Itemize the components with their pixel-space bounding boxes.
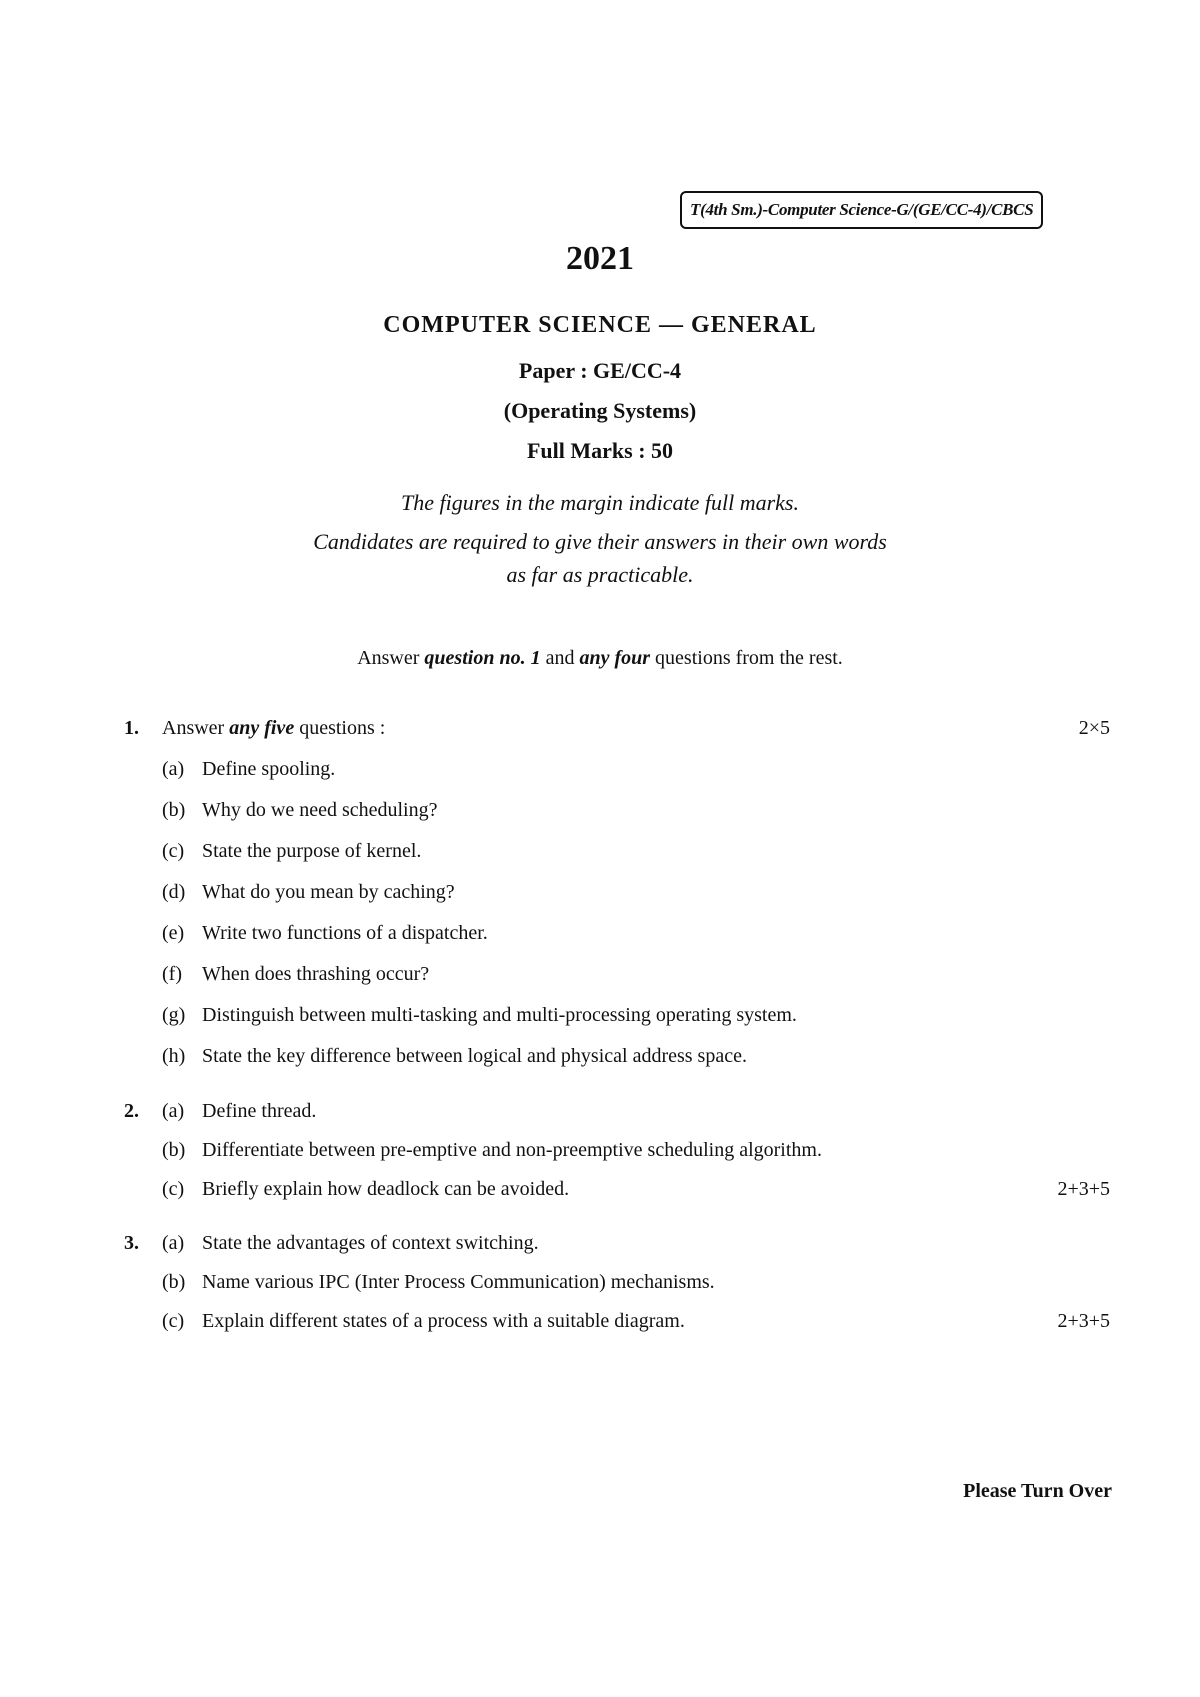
question-1c (162, 840, 421, 863)
part-text: Differentiate between pre-emptive and non-preemptive scheduling algorithm. (202, 1139, 822, 1161)
question-2c (162, 1178, 569, 1201)
part-text: Define thread. (202, 1100, 317, 1122)
part-label: (a) (162, 1100, 185, 1122)
part-label: (c) (162, 840, 185, 862)
question-2-marks: 2+3+5 (1057, 1178, 1110, 1200)
part-text: What do you mean by caching? (202, 881, 455, 903)
instruction-part-2: and (545, 647, 575, 669)
part-label: (g) (162, 1004, 186, 1026)
question-1a (162, 758, 335, 781)
question-1-marks: 2×5 (1078, 717, 1110, 739)
question-1e (162, 922, 488, 945)
part-text: State the purpose of kernel. (202, 840, 422, 862)
part-text: Write two functions of a dispatcher. (202, 922, 488, 944)
part-label: (f) (162, 963, 182, 985)
question-2-number: 2. (124, 1100, 139, 1122)
instruction-bold-2: any four (579, 647, 651, 669)
note-line-2: Candidates are required to give their answers in their own words (313, 529, 887, 554)
question-1g (162, 1004, 797, 1027)
part-label: (d) (162, 881, 186, 903)
question-3a (162, 1232, 539, 1255)
instruction-part-3: questions from the rest. (655, 647, 843, 669)
part-text: Distinguish between multi-tasking and multi-processing operating system. (202, 1004, 797, 1026)
part-label: (b) (162, 1271, 186, 1293)
course-title: (Operating Systems) (503, 398, 697, 423)
question-3b (162, 1271, 715, 1294)
question-2b (162, 1139, 822, 1162)
part-label: (b) (162, 799, 186, 821)
instruction-line (0, 647, 1200, 670)
part-text: Briefly explain how deadlock can be avoided. (202, 1178, 570, 1200)
question-3c (162, 1310, 685, 1333)
question-1-intro-bold: any five (229, 717, 295, 739)
question-1d (162, 881, 455, 904)
question-1b (162, 799, 437, 822)
part-text: Explain different states of a process with a suitable diagram. (202, 1310, 685, 1332)
part-label: (h) (162, 1045, 186, 1067)
part-text: State the advantages of context switching. (202, 1232, 539, 1254)
question-1f (162, 963, 429, 986)
please-turn-over: Please Turn Over (963, 1480, 1112, 1502)
part-label: (c) (162, 1310, 185, 1332)
question-2a (162, 1100, 316, 1123)
question-3-number: 3. (124, 1232, 139, 1254)
part-text: Name various IPC (Inter Process Communication) mechanisms. (202, 1271, 715, 1293)
paper-label: Paper : GE/CC-4 (518, 358, 682, 383)
question-1-number: 1. (124, 717, 139, 739)
note-line-3: as far as practicable. (506, 562, 694, 587)
part-label: (c) (162, 1178, 185, 1200)
part-label: (a) (162, 758, 185, 780)
instruction-part-1: Answer (357, 647, 420, 669)
exam-year: 2021 (566, 240, 634, 277)
note-line-1: The figures in the margin indicate full marks. (400, 490, 799, 515)
question-1-intro-text: Answer (162, 717, 225, 739)
part-label: (e) (162, 922, 185, 944)
part-text: Define spooling. (202, 758, 336, 780)
question-1-intro-rest: questions : (299, 717, 386, 739)
instruction-bold-1: question no. 1 (424, 647, 541, 669)
subject-title: COMPUTER SCIENCE — GENERAL (383, 312, 817, 338)
full-marks: Full Marks : 50 (526, 438, 674, 463)
part-label: (b) (162, 1139, 186, 1161)
question-1h (162, 1045, 747, 1068)
question-1-intro (162, 717, 385, 740)
part-label: (a) (162, 1232, 185, 1254)
paper-code-box: T(4th Sm.)-Computer Science-G/(GE/CC-4)/CBCS (680, 191, 1043, 229)
part-text: When does thrashing occur? (202, 963, 430, 985)
part-text: State the key difference between logical and physical address space. (202, 1045, 747, 1067)
question-3-marks: 2+3+5 (1057, 1310, 1110, 1332)
part-text: Why do we need scheduling? (202, 799, 438, 821)
